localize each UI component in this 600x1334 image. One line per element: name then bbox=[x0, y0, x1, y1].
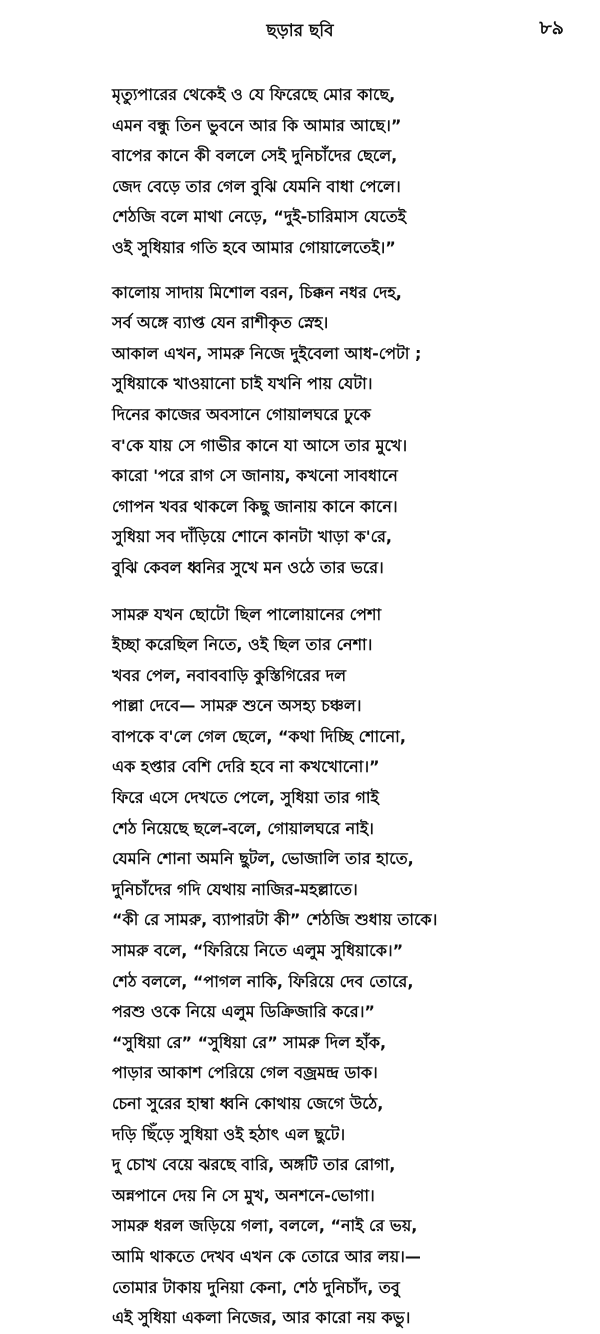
poem-line: দিনের কাজের অবসানে গোয়ালঘরে ঢুকে bbox=[112, 404, 371, 424]
stanza-break bbox=[112, 584, 592, 600]
poem-line: শেঠ নিয়েছে ছলে-বলে, গোয়ালঘরে নাই। bbox=[112, 818, 374, 838]
poem-line: চেনা সুরের হাম্বা ধ্বনি কোথায় জেগে উঠে, bbox=[112, 1094, 384, 1113]
poem-line: শেঠজি বলে মাথা নেড়ে, “দুই-চারিমাস যেতেই bbox=[112, 207, 407, 227]
poem-line: এমন বন্ধু তিন ভুবনে আর কি আমার আছে।” bbox=[112, 115, 402, 135]
stanza-1 bbox=[112, 80, 592, 264]
poem-line: জেদ বেড়ে তার গেল বুঝি যেমনি বাধা পেলে। bbox=[112, 176, 401, 196]
stanza-break bbox=[112, 264, 592, 278]
poem-line: কালোয় সাদায় মিশোল বরন, চিক্কন নধর দেহ, bbox=[112, 282, 402, 302]
poem-body bbox=[112, 80, 592, 1334]
poem-line: পাড়ার আকাশ পেরিয়ে গেল বজ্রমন্দ্র ডাক। bbox=[112, 1063, 378, 1083]
poem-line: সামরু বলে, “ফিরিয়ে নিতে এলুম সুধিয়াকে।” bbox=[112, 941, 404, 961]
poem-line: ফিরে এসে দেখতে পেলে, সুধিয়া তার গাই bbox=[112, 788, 379, 808]
poem-line: সুধিয়া সব দাঁড়িয়ে শোনে কানটা খাড়া ক'রে, bbox=[112, 527, 392, 547]
poem-line: দড়ি ছিঁড়ে সুধিয়া ওই হঠাৎ এল ছুটে। bbox=[112, 1124, 346, 1144]
page-number: ৮৯ bbox=[539, 17, 564, 39]
poem-line: বাপের কানে কী বললে সেই দুনিচাঁদের ছেলে, bbox=[112, 146, 398, 166]
poem-line: “কী রে সামরু, ব্যাপারটা কী” শেঠজি শুধায় তাকে। bbox=[112, 910, 438, 930]
poem-line: মৃত্যুপারের থেকেই ও যে ফিরেছে মোর কাছে, bbox=[112, 85, 396, 104]
poem-line: গোপন খবর থাকলে কিছু জানায় কানে কানে। bbox=[112, 496, 398, 516]
running-header-title: ছড়ার ছবি bbox=[266, 21, 334, 41]
poem-line: বুঝি কেবল ধ্বনির সুখে মন ওঠে তার ভরে। bbox=[112, 557, 384, 577]
poem-line: অন্নপানে দেয় নি সে মুখ, অনশনে-ভোগা। bbox=[112, 1185, 375, 1205]
poem-line: তোমার টাকায় দুনিয়া কেনা, শেঠ দুনিচাঁদ, তবু bbox=[112, 1277, 400, 1297]
poem-line: আকাল এখন, সামরু নিজে দুইবেলা আধ-পেটা ; bbox=[112, 343, 422, 363]
poem-line: দু চোখ বেয়ে ঝরছে বারি, অঙ্গটি তার রোগা, bbox=[112, 1155, 396, 1175]
poem-line: ব'কে যায় সে গাভীর কানে যা আসে তার মুখে। bbox=[112, 435, 408, 455]
poem-line: সুধিয়াকে খাওয়ানো চাই যখনি পায় যেটা। bbox=[112, 374, 373, 394]
poem-line: সামরু ধরল জড়িয়ে গলা, বললে, “নাই রে ভয়, bbox=[112, 1216, 418, 1236]
poem-line: ইচ্ছা করেছিল নিতে, ওই ছিল তার নেশা। bbox=[112, 635, 373, 655]
poem-line: পরশু ওকে নিয়ে এলুম ডিক্রিজারি করে।” bbox=[112, 1002, 375, 1022]
poem-line: কারো 'পরে রাগ সে জানায়, কখনো সাবধানে bbox=[112, 466, 398, 486]
poem-line: দুনিচাঁদের গদি যেথায় নাজির-মহল্লাতে। bbox=[112, 879, 358, 899]
poem-line: “সুধিয়া রে” “সুধিয়া রে” সামরু দিল হাঁক, bbox=[112, 1032, 387, 1052]
poem-line: ওই সুধিয়ার গতি হবে আমার গোয়ালেতেই।” bbox=[112, 237, 396, 257]
poem-line: এক হপ্তার বেশি দেরি হবে না কখখোনো।” bbox=[112, 757, 380, 777]
poem-line: শেঠ বললে, “পাগল নাকি, ফিরিয়ে দেব তোরে, bbox=[112, 971, 414, 991]
stanza-2 bbox=[112, 278, 592, 584]
poem-line: যেমনি শোনা অমনি ছুটল, ভোজালি তার হাতে, bbox=[112, 849, 414, 869]
poem-line: সর্ব অঙ্গে ব্যাপ্ত যেন রাশীকৃত স্নেহ। bbox=[112, 313, 329, 333]
poem-line: সামরু যখন ছোটো ছিল পালোয়ানের পেশা bbox=[112, 604, 382, 624]
poem-line: বাপকে ব'লে গেল ছেলে, “কথা দিচ্ছি শোনো, bbox=[112, 726, 406, 746]
poem-line: খবর পেল, নবাববাড়ি কুস্তিগিরের দল bbox=[112, 665, 347, 685]
poem-line: আমি থাকতে দেখব এখন কে তোরে আর লয়।— bbox=[112, 1246, 421, 1266]
stanza-3 bbox=[112, 600, 592, 1334]
poem-line: এই সুধিয়া একলা নিজের, আর কারো নয় কভু। bbox=[112, 1308, 411, 1328]
poem-line: পাল্লা দেবে— সামরু শুনে অসহ্য চঞ্চল। bbox=[112, 696, 362, 716]
